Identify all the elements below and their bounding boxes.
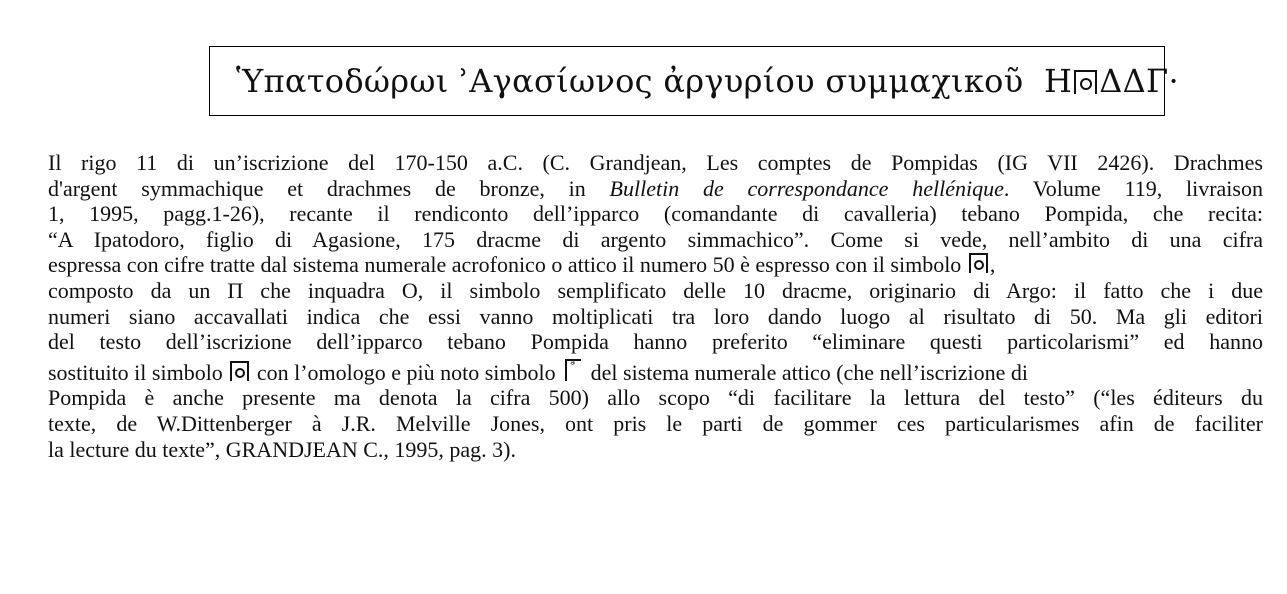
paragraph-line-6: composto da un Π che inquadra O, il simbolo semplificato delle 10 dracme, originario di Argo: il fatto che i due <box>48 277 1263 303</box>
attic-five-hundred-symbol <box>565 359 581 381</box>
paragraph-line-3: 1, 1995, pagg.1-26), recante il rendiconto dell’ipparco (comandante di cavalleria) tebano Pompida, che recita: <box>48 201 1263 227</box>
pi-omicron-symbol-inline-2 <box>230 361 249 381</box>
main-paragraph <box>48 150 1263 462</box>
journal-title: Bulletin de correspondance hellénique <box>609 175 1004 201</box>
paragraph-line-12: la lecture du texte”, GRANDJEAN C., 1995, pag. 3). <box>48 436 517 462</box>
line-9-middle: con l’omologo e più noto simbolo <box>256 359 556 385</box>
paragraph-line-8: del testo dell’iscrizione dell’ipparco tebano Pompida hanno preferito “eliminare questi particolarismi” ed hanno <box>48 329 1263 355</box>
pi-omicron-fifty-symbol <box>1074 70 1097 94</box>
pi-omicron-symbol-inline <box>969 253 988 273</box>
paragraph-line-9 <box>48 359 1263 386</box>
line-9-end: del sistema numerale attico (che nell’iscrizione di <box>590 359 1029 385</box>
inscription-numeral-rest: ΔΔΓ· <box>1099 62 1179 100</box>
line-5-text: espressa con cifre tratte dal sistema numerale acrofonico o attico il numero 50 è espresso con il simbolo <box>48 252 962 278</box>
line-9-start: sostituito il simbolo <box>48 359 223 385</box>
inscription-numeral-h: H <box>1043 62 1073 100</box>
line-5-comma: , <box>989 252 996 278</box>
paragraph-line-2 <box>48 176 1263 202</box>
line-2-start: d'argent symmachique et drachmes de bronze, in <box>48 175 610 201</box>
paragraph-line-1: Il rigo 11 di un’iscrizione del 170-150 a.C. (C. Grandjean, Les comptes de Pompidas (IG VII 2426). Drachmes <box>48 150 1263 175</box>
paragraph-line-7: numeri siano accavallati indica che essi vanno moltiplicati tra loro dando luogo al risultato di 50. Ma gli editori <box>48 303 1263 329</box>
paragraph-line-11: texte, de W.Dittenberger à J.R. Melville Jones, ont pris le parti de gommer ces particularismes afin de faciliter <box>48 410 1263 436</box>
inscription-greek-text: Ὑπατοδώρωι ʾΑγασίωνος ἀργυρίου συμμαχικοῦ <box>236 62 1024 100</box>
inscription-box <box>209 46 1179 116</box>
inscription-line <box>236 62 1179 100</box>
paragraph-line-10: Pompida è anche presente ma denota la cifra 500) allo scopo “di facilitare la lettura del testo” (“les éditeurs du <box>48 385 1263 411</box>
paragraph-line-5 <box>48 252 1263 278</box>
line-2-end: . Volume 119, livraison <box>1003 175 1263 201</box>
paragraph-line-4: “A Ipatodoro, figlio di Agasione, 175 dracme di argento simmachico”. Come si vede, nell’ambito di una cifra <box>48 226 1263 252</box>
